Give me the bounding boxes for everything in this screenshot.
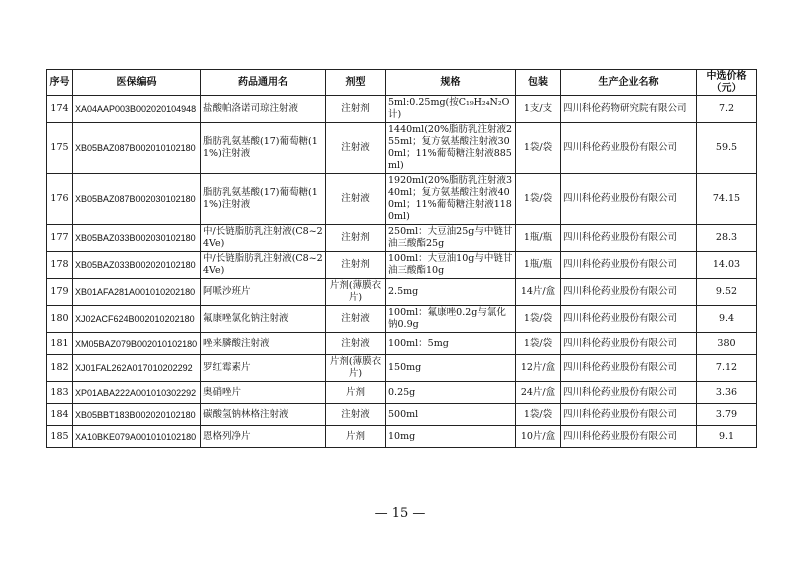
cell-no: 175 — [47, 123, 73, 174]
cell-drug-name: 奥硝唑片 — [201, 382, 326, 404]
table-row — [47, 174, 757, 225]
cell-code: XB01AFA281A001010202180 — [73, 279, 201, 306]
cell-pack: 10片/盒 — [516, 426, 561, 448]
cell-price: 7.2 — [697, 96, 757, 123]
cell-form: 片剂(薄膜衣片) — [326, 355, 386, 382]
cell-code: XA10BKE079A001010102180 — [73, 426, 201, 448]
table-row — [47, 252, 757, 279]
cell-spec: 100ml：氟康唑0.2g与氯化钠0.9g — [386, 306, 516, 333]
cell-pack: 14片/盒 — [516, 279, 561, 306]
cell-manufacturer: 四川科伦药业股份有限公司 — [561, 225, 697, 252]
cell-price: 59.5 — [697, 123, 757, 174]
cell-code: XP01ABA222A001010302292 — [73, 382, 201, 404]
cell-form: 注射剂 — [326, 252, 386, 279]
cell-drug-name: 罗红霉素片 — [201, 355, 326, 382]
table-row — [47, 123, 757, 174]
header-pack: 包装 — [516, 70, 561, 96]
table-row — [47, 306, 757, 333]
cell-code: XJ02ACF624B002010202180 — [73, 306, 201, 333]
cell-spec: 0.25g — [386, 382, 516, 404]
cell-drug-name: 脂肪乳氨基酸(17)葡萄糖(11%)注射液 — [201, 123, 326, 174]
cell-code: XB05BAZ087B002030102180 — [73, 174, 201, 225]
cell-price: 3.79 — [697, 404, 757, 426]
cell-price: 380 — [697, 333, 757, 355]
cell-form: 片剂 — [326, 382, 386, 404]
cell-code: XB05BAZ087B002010102180 — [73, 123, 201, 174]
cell-drug-name: 氟康唑氯化钠注射液 — [201, 306, 326, 333]
cell-code: XA04AAP003B002020104948 — [73, 96, 201, 123]
header-spec: 规格 — [386, 70, 516, 96]
cell-no: 181 — [47, 333, 73, 355]
cell-price: 9.52 — [697, 279, 757, 306]
cell-no: 177 — [47, 225, 73, 252]
cell-drug-name: 碳酸氢钠林格注射液 — [201, 404, 326, 426]
cell-pack: 12片/盒 — [516, 355, 561, 382]
header-code: 医保编码 — [73, 70, 201, 96]
cell-code: XB05BAZ033B002020102180 — [73, 252, 201, 279]
table-row — [47, 96, 757, 123]
cell-manufacturer: 四川科伦药业股份有限公司 — [561, 333, 697, 355]
cell-spec: 150mg — [386, 355, 516, 382]
cell-pack: 1袋/袋 — [516, 404, 561, 426]
cell-no: 179 — [47, 279, 73, 306]
cell-no: 180 — [47, 306, 73, 333]
cell-form: 片剂(薄膜衣片) — [326, 279, 386, 306]
table-row — [47, 355, 757, 382]
cell-drug-name: 恩格列净片 — [201, 426, 326, 448]
cell-manufacturer: 四川科伦药业股份有限公司 — [561, 123, 697, 174]
cell-no: 178 — [47, 252, 73, 279]
cell-form: 注射剂 — [326, 225, 386, 252]
header-price: 中选价格（元） — [697, 70, 757, 96]
cell-code: XB05BBT183B002020102180 — [73, 404, 201, 426]
cell-spec: 500ml — [386, 404, 516, 426]
cell-no: 182 — [47, 355, 73, 382]
cell-pack: 1支/支 — [516, 96, 561, 123]
cell-pack: 1瓶/瓶 — [516, 225, 561, 252]
cell-form: 注射液 — [326, 333, 386, 355]
table-header — [47, 70, 757, 96]
cell-price: 9.1 — [697, 426, 757, 448]
cell-spec: 250ml：大豆油25g与中链甘油三酸酯25g — [386, 225, 516, 252]
cell-manufacturer: 四川科伦药业股份有限公司 — [561, 382, 697, 404]
header-row — [47, 70, 757, 96]
cell-manufacturer: 四川科伦药业股份有限公司 — [561, 355, 697, 382]
cell-no: 176 — [47, 174, 73, 225]
cell-price: 9.4 — [697, 306, 757, 333]
drug-table — [46, 69, 757, 448]
cell-manufacturer: 四川科伦药业股份有限公司 — [561, 252, 697, 279]
cell-pack: 24片/盒 — [516, 382, 561, 404]
cell-no: 174 — [47, 96, 73, 123]
cell-price: 14.03 — [697, 252, 757, 279]
cell-spec: 5ml:0.25mg(按C₁₉H₂₄N₂O计) — [386, 96, 516, 123]
cell-price: 28.3 — [697, 225, 757, 252]
cell-no: 184 — [47, 404, 73, 426]
cell-form: 注射液 — [326, 306, 386, 333]
cell-price: 7.12 — [697, 355, 757, 382]
cell-form: 注射液 — [326, 174, 386, 225]
cell-price: 74.15 — [697, 174, 757, 225]
cell-drug-name: 中/长链脂肪乳注射液(C8~24Ve) — [201, 252, 326, 279]
header-name: 药品通用名 — [201, 70, 326, 96]
cell-manufacturer: 四川科伦药物研究院有限公司 — [561, 96, 697, 123]
cell-form: 注射剂 — [326, 96, 386, 123]
cell-spec: 2.5mg — [386, 279, 516, 306]
cell-pack: 1袋/袋 — [516, 174, 561, 225]
cell-code: XB05BAZ033B002030102180 — [73, 225, 201, 252]
cell-pack: 1袋/袋 — [516, 333, 561, 355]
table-row — [47, 382, 757, 404]
cell-pack: 1袋/袋 — [516, 306, 561, 333]
table-row — [47, 404, 757, 426]
header-form: 剂型 — [326, 70, 386, 96]
cell-drug-name: 阿哌沙班片 — [201, 279, 326, 306]
cell-form: 片剂 — [326, 426, 386, 448]
table-row — [47, 426, 757, 448]
cell-no: 185 — [47, 426, 73, 448]
cell-manufacturer: 四川科伦药业股份有限公司 — [561, 426, 697, 448]
cell-form: 注射液 — [326, 123, 386, 174]
cell-pack: 1瓶/瓶 — [516, 252, 561, 279]
cell-manufacturer: 四川科伦药业股份有限公司 — [561, 174, 697, 225]
cell-form: 注射液 — [326, 404, 386, 426]
cell-manufacturer: 四川科伦药业股份有限公司 — [561, 306, 697, 333]
table-row — [47, 333, 757, 355]
cell-code: XJ01FAL262A017010202292 — [73, 355, 201, 382]
cell-drug-name: 脂肪乳氨基酸(17)葡萄糖(11%)注射液 — [201, 174, 326, 225]
table-row — [47, 225, 757, 252]
cell-drug-name: 唑来膦酸注射液 — [201, 333, 326, 355]
header-manufacturer: 生产企业名称 — [561, 70, 697, 96]
table-row — [47, 279, 757, 306]
cell-spec: 1440ml(20%脂肪乳注射液255ml；复方氨基酸注射液300ml；11%葡萄糖注射液885ml) — [386, 123, 516, 174]
cell-drug-name: 中/长链脂肪乳注射液(C8~24Ve) — [201, 225, 326, 252]
header-no: 序号 — [47, 70, 73, 96]
cell-spec: 100ml：5mg — [386, 333, 516, 355]
cell-no: 183 — [47, 382, 73, 404]
cell-spec: 10mg — [386, 426, 516, 448]
cell-pack: 1袋/袋 — [516, 123, 561, 174]
cell-manufacturer: 四川科伦药业股份有限公司 — [561, 279, 697, 306]
cell-code: XM05BAZ079B002010102180 — [73, 333, 201, 355]
cell-price: 3.36 — [697, 382, 757, 404]
page-number: — 15 — — [374, 506, 426, 521]
table-body — [47, 96, 757, 448]
cell-spec: 100ml：大豆油10g与中链甘油三酸酯10g — [386, 252, 516, 279]
cell-spec: 1920ml(20%脂肪乳注射液340ml；复方氨基酸注射液400ml；11%葡萄糖注射液1180ml) — [386, 174, 516, 225]
cell-drug-name: 盐酸帕洛诺司琼注射液 — [201, 96, 326, 123]
cell-manufacturer: 四川科伦药业股份有限公司 — [561, 404, 697, 426]
